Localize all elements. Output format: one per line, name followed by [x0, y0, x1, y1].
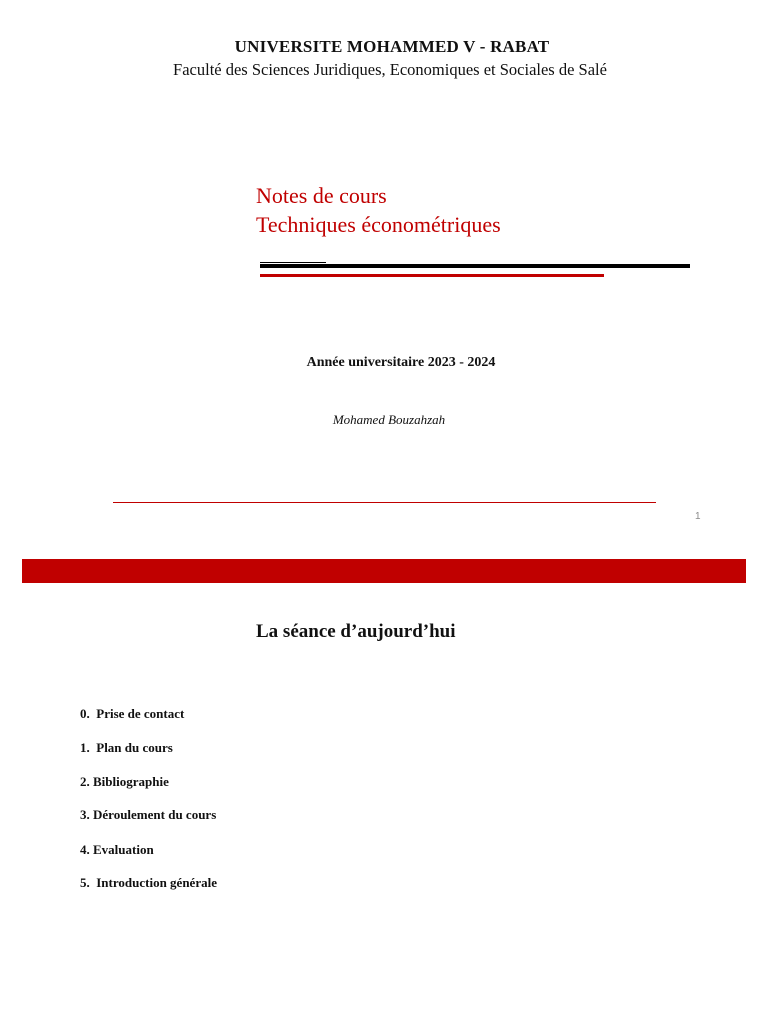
agenda-item: 0. Prise de contact: [80, 706, 185, 721]
agenda-item: 4. Evaluation: [80, 842, 154, 857]
cover-title-line-2: Techniques économétriques: [256, 212, 501, 237]
author-name: Mohamed Bouzahzah: [332, 412, 446, 427]
title-divider-red: [260, 274, 604, 277]
footer-divider: [113, 502, 656, 503]
session-heading: La séance d’aujourd’hui: [256, 621, 456, 642]
faculty-name: Faculté des Sciences Juridiques, Economiques et Sociales de Salé: [173, 60, 607, 79]
title-divider-black: [260, 264, 690, 268]
cover-title-line-1: Notes de cours: [256, 183, 387, 208]
agenda-item: 3. Déroulement du cours: [80, 807, 217, 822]
agenda-item: 2. Bibliographie: [80, 774, 169, 789]
page-number: 1: [695, 511, 701, 522]
agenda-item: 5. Introduction générale: [80, 875, 217, 890]
slide-header-band: [22, 559, 746, 583]
title-divider-thin: [260, 262, 326, 263]
agenda-item: 1. Plan du cours: [80, 740, 173, 755]
university-name: UNIVERSITE MOHAMMED V - RABAT: [234, 37, 550, 56]
academic-year: Année universitaire 2023 - 2024: [306, 355, 496, 370]
